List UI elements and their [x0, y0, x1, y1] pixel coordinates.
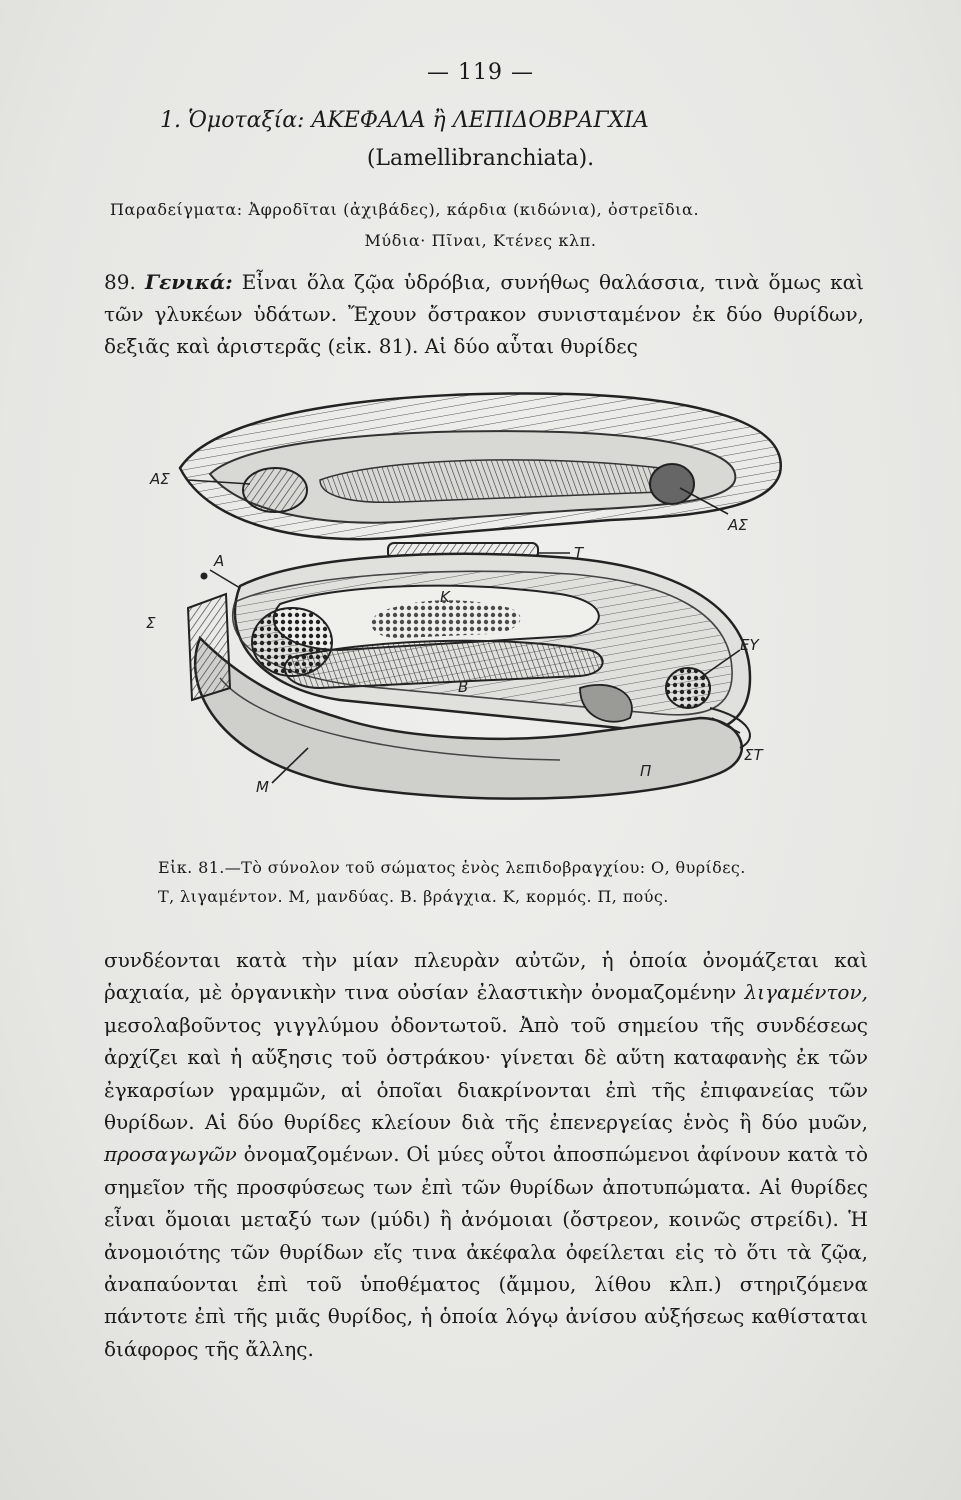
label-b: Β	[458, 678, 469, 696]
label-s: Σ	[146, 614, 156, 632]
latin-name: (Lamellibranchiata).	[366, 146, 595, 171]
label-p: Π	[640, 762, 652, 780]
term-ligament: λιγαμέντον,	[744, 980, 868, 1005]
label-as-left: ΑΣ	[150, 470, 170, 488]
class-heading: 1. Ὁμοταξία: ΑΚΕΦΑΛΑ ἢ ΛΕΠΙΔΟΒΡΑΓΧΙΑ	[160, 108, 649, 133]
term-adductors: προσαγωγῶν	[104, 1142, 237, 1167]
body-part-2: μεσολαβοῦντος γιγγλύμου ὀδοντωτοῦ. Ἀπὸ τοῦ σημείου τῆς συνδέσεως ἀρχίζει καὶ ἡ αὔξησις τοῦ ὀστράκου· γίνεται δὲ αὕτη καταφανὴς ἐκ τῶν ἐγκαρσίων γραμμῶν, αἱ ὁποῖαι διακρίνονται ἐπὶ τῆς ἐπιφανείας τῶν θυρίδων. Αἱ δύο θυρίδες κλείουν διὰ τῆς ἐπενεργείας ἑνὸς ἢ δύο μυῶν,	[104, 1012, 868, 1135]
label-a: Α	[214, 552, 225, 570]
section-title: Γενικά:	[144, 270, 233, 294]
figure-caption-line-2: Τ, λιγαμέντον. Μ, μανδύας. Β. βράγχια. Κ, κορμός. Π, πούς.	[158, 887, 669, 906]
body-paragraph	[104, 944, 868, 1365]
label-as-right: ΑΣ	[728, 516, 748, 534]
label-mv: ΕΥ	[740, 636, 759, 654]
label-st: ΣΤ	[744, 746, 763, 764]
section-89-paragraph	[104, 266, 864, 362]
page-number: — 119 —	[427, 60, 534, 85]
body-part-1: συνδέονται κατὰ τὴν μίαν πλευρὰν αὐτῶν, ἡ ὁποία ὀνομάζεται καὶ ῥαχιαία, μὲ ὀργανικὴν τινα οὐσίαν ἐλαστικὴν ὀνομαζομένην	[104, 948, 868, 1005]
adductor-scar-posterior	[650, 464, 694, 504]
examples-line-1: Παραδείγματα: Ἀφροδῖται (ἀχιβάδες), κάρδια (κιδώνια), ὀστρεῖδια.	[110, 200, 700, 219]
mussel-anatomy-figure	[140, 388, 840, 828]
examples-line-2: Μύδια· Πῖναι, Κτένες κλπ.	[364, 231, 597, 250]
adductor-scar-anterior	[243, 468, 307, 512]
figure-caption-line-1: Εἰκ. 81.—Τὸ σύνολον τοῦ σώματος ἑνὸς λεπιδοβραγχίου: Ο, θυρίδες.	[158, 858, 746, 877]
section-number: 89.	[104, 270, 136, 294]
label-k: Κ	[440, 588, 450, 606]
section-text: Εἶναι ὅλα ζῷα ὑδρόβια, συνήθως θαλάσσια, τινὰ ὅμως καὶ τῶν γλυκέων ὑδάτων. Ἔχουν ὄστρακον συνισταμένον ἐκ δύο θυρίδων, δεξιᾶς καὶ ἀριστερᾶς (εἰκ. 81). Αἱ δύο αὗται θυρίδες	[104, 270, 865, 358]
label-t: Τ	[574, 544, 584, 562]
label-m: Μ	[256, 778, 269, 796]
body-part-3: ὀνομαζομένων. Οἱ μύες οὗτοι ἀποσπώμενοι ἀφίνουν κατὰ τὸ σημεῖον τῆς προσφύσεως των ἐπὶ τῶν θυρίδων ἀποτυπώματα. Αἱ θυρίδες εἶναι ὅμοιαι μεταξύ των (μύδι) ἢ ἀνόμοιαι (ὄστρεον, κοινῶς στρείδι). Ἡ ἀνομοιότης τῶν θυρίδων εἴς τινα ἀκέφαλα ὀφείλεται εἰς τὸ ὅτι τὰ ζῷα, ἀναπαύονται ἐπὶ τοῦ ὑποθέματος (ἄμμου, λίθου κλπ.) στηριζόμενα πάντοτε ἐπὶ τῆς μιᾶς θυρίδος, ἡ ὁποία λόγῳ ἀνίσου αὐξήσεως καθίσταται διάφορος τῆς ἄλλης.	[104, 1142, 868, 1361]
